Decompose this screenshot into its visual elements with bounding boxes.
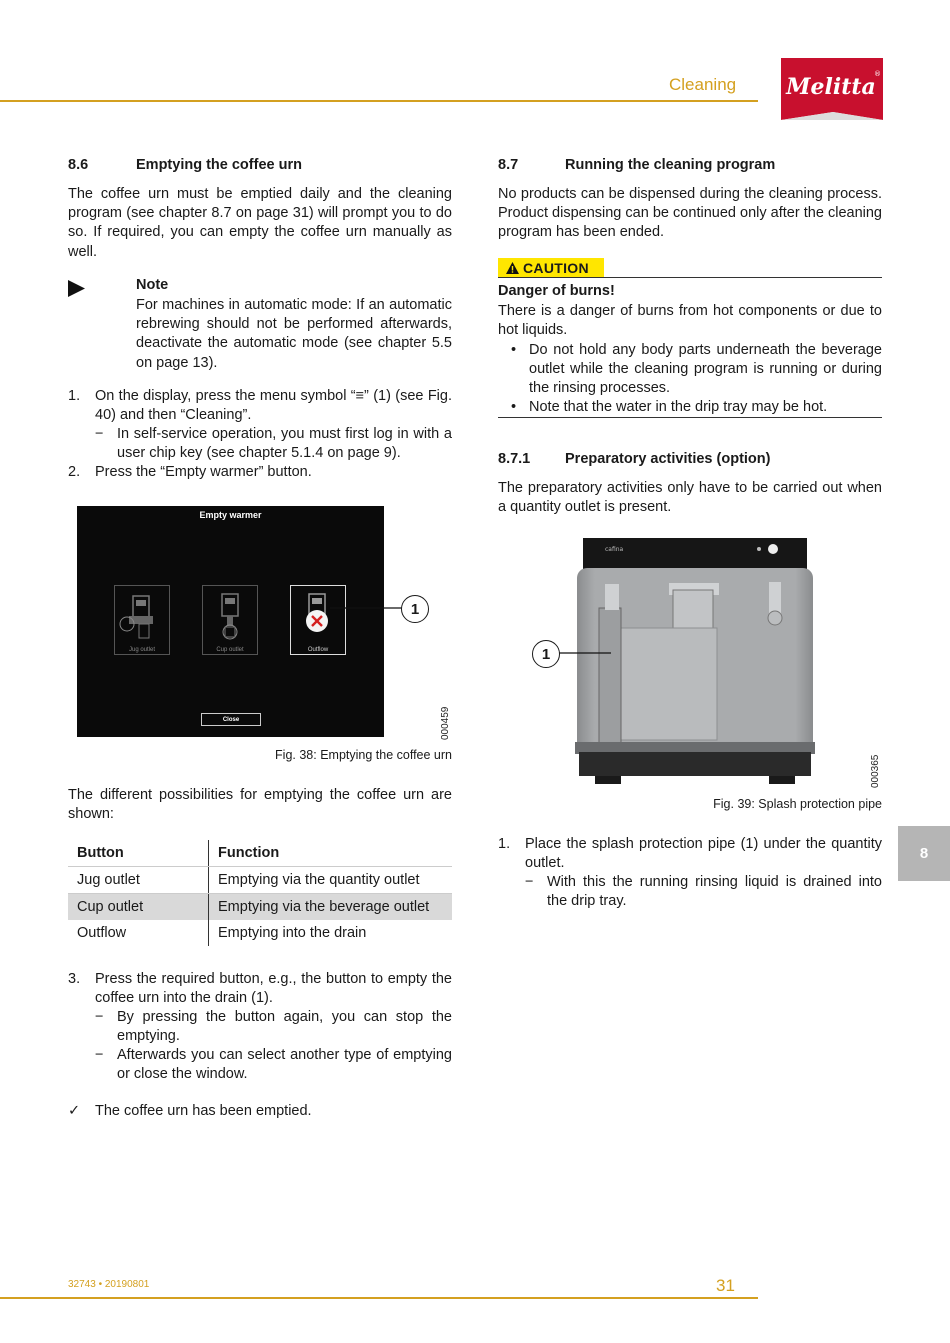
callout-leader-line: [330, 598, 405, 618]
caution-top-rule: [498, 277, 882, 278]
buttons-table: [68, 840, 452, 946]
step-3-text: Press the required button, e.g., the button to empty the coffee urn into the drain (1).: [95, 971, 452, 1007]
caution-body: There is a danger of burns from hot components or due to hot liquids.: [498, 303, 882, 339]
section-8-6-body: The coffee urn must be emptied daily and the cleaning program (see chapter 8.7 on page 31) will prompt you to do so. If required, you can empty the coffee urn manually as well.: [68, 186, 452, 260]
fig39-caption: Fig. 39: Splash protection pipe: [713, 797, 882, 811]
section-8-7-number: 8.7: [498, 157, 519, 173]
section-8-7-title: Running the cleaning program: [565, 157, 776, 173]
section-8-6-number: 8.6: [68, 157, 89, 173]
caution-title: Danger of burns!: [498, 283, 615, 299]
table-row: [68, 894, 452, 921]
note-body: For machines in automatic mode: If an automatic rebrewing should not be performed afterwards, deactivate the automatic mode (see chapter 5.5 on page 13).: [136, 297, 452, 371]
caution-badge: [498, 258, 604, 277]
table-cell: Cup outlet: [77, 899, 144, 915]
outflow-label: Outflow: [307, 647, 329, 653]
section-8-7-1-body: The preparatory activities only have to be carried out when a quantity outlet is present.: [498, 480, 882, 516]
possibilities-text: The different possibilities for emptying the coffee urn are shown:: [68, 787, 452, 823]
step-2-text: Press the “Empty warmer” button.: [95, 464, 312, 480]
table-header-function: Function: [209, 840, 453, 867]
outflow-tile[interactable]: [290, 585, 346, 655]
section-8-7-1-title: Preparatory activities (option): [565, 451, 771, 467]
bullet: •: [511, 342, 517, 358]
fig38-caption: Fig. 38: Emptying the coffee urn: [275, 748, 452, 762]
page-number: 31: [716, 1276, 735, 1295]
callout-leader-line: [555, 645, 615, 665]
right-step-1-text: Place the splash protection pipe (1) under the quantity outlet.: [525, 836, 882, 872]
caution-bullet-2: Note that the water in the drip tray may be hot.: [529, 399, 828, 415]
svg-text:®: ®: [874, 70, 881, 78]
jug-outlet-tile[interactable]: [114, 585, 170, 655]
table-cell: Jug outlet: [68, 867, 209, 894]
fig38-id: 000459: [440, 706, 451, 740]
section-8-6-title: Emptying the coffee urn: [136, 157, 302, 173]
footer-rule: [0, 1297, 758, 1299]
caution-bullet-1: Do not hold any body parts underneath the beverage outlet while the cleaning program is running or during the rinsing processes.: [529, 342, 882, 397]
svg-text:Melitta: Melitta: [786, 74, 876, 100]
callout-1-fig38: 1: [401, 595, 429, 623]
dash-marker: −: [95, 1047, 104, 1063]
dash-marker: −: [95, 426, 104, 442]
warning-triangle-icon: [506, 262, 519, 274]
table-header-button: Button: [68, 840, 209, 867]
machine-brand-label: cafina: [605, 546, 624, 553]
result-text: The coffee urn has been emptied.: [95, 1103, 312, 1119]
dash-marker: −: [525, 874, 534, 890]
jug-outlet-label: Jug outlet: [128, 647, 156, 653]
callout-1-fig39: 1: [532, 640, 560, 668]
step-3-substep-2: Afterwards you can select another type of emptying or close the window.: [117, 1047, 452, 1083]
section-8-7-1-number: 8.7.1: [498, 451, 531, 467]
step-1-substep: In self-service operation, you must first log in with a user chip key (see chapter 5.1.4 on page 9).: [117, 426, 452, 462]
table-cell: Outflow: [77, 925, 127, 941]
result-check-icon: ✓: [68, 1103, 81, 1119]
document-number: 32743 • 20190801: [68, 1279, 150, 1290]
bullet: •: [511, 399, 517, 415]
section-8-7-body: No products can be dispensed during the cleaning process. Product dispensing can be continued only after the cleaning program has been ended.: [498, 186, 882, 241]
dash-marker: −: [95, 1009, 104, 1025]
close-button[interactable]: Close: [201, 713, 261, 726]
note-arrow-icon: [68, 280, 85, 301]
step-2-number: 2.: [68, 464, 81, 480]
screen-title: Empty warmer: [199, 510, 262, 520]
caution-bottom-rule: [498, 417, 882, 418]
right-step-1-number: 1.: [498, 836, 511, 852]
melitta-logo: [781, 58, 883, 120]
table-cell: Emptying via the quantity outlet: [209, 867, 453, 894]
step-3-substep-1: By pressing the button again, you can stop the emptying.: [117, 1009, 452, 1045]
section-title: Cleaning: [669, 75, 737, 94]
step-3-number: 3.: [68, 971, 81, 987]
step-1-text: On the display, press the menu symbol “≡” (1) (see Fig. 40) and then “Cleaning”.: [95, 388, 452, 424]
caution-label: CAUTION: [523, 259, 589, 276]
table-row: [68, 867, 452, 894]
chapter-tab-8[interactable]: 8: [898, 826, 950, 881]
step-1-number: 1.: [68, 388, 81, 404]
empty-warmer-screen: [77, 506, 384, 737]
table-header-row: [68, 840, 452, 867]
cup-outlet-tile[interactable]: [202, 585, 258, 655]
right-step-1-substep: With this the running rinsing liquid is drained into the drip tray.: [547, 874, 882, 910]
fig39-id: 000365: [870, 754, 881, 788]
table-cell: Emptying into the drain: [209, 920, 453, 946]
header-rule: [0, 100, 758, 102]
table-cell: Emptying via the beverage outlet: [209, 894, 453, 921]
note-title: Note: [136, 277, 169, 293]
table-row: [68, 920, 452, 946]
cup-outlet-label: Cup outlet: [216, 647, 244, 653]
